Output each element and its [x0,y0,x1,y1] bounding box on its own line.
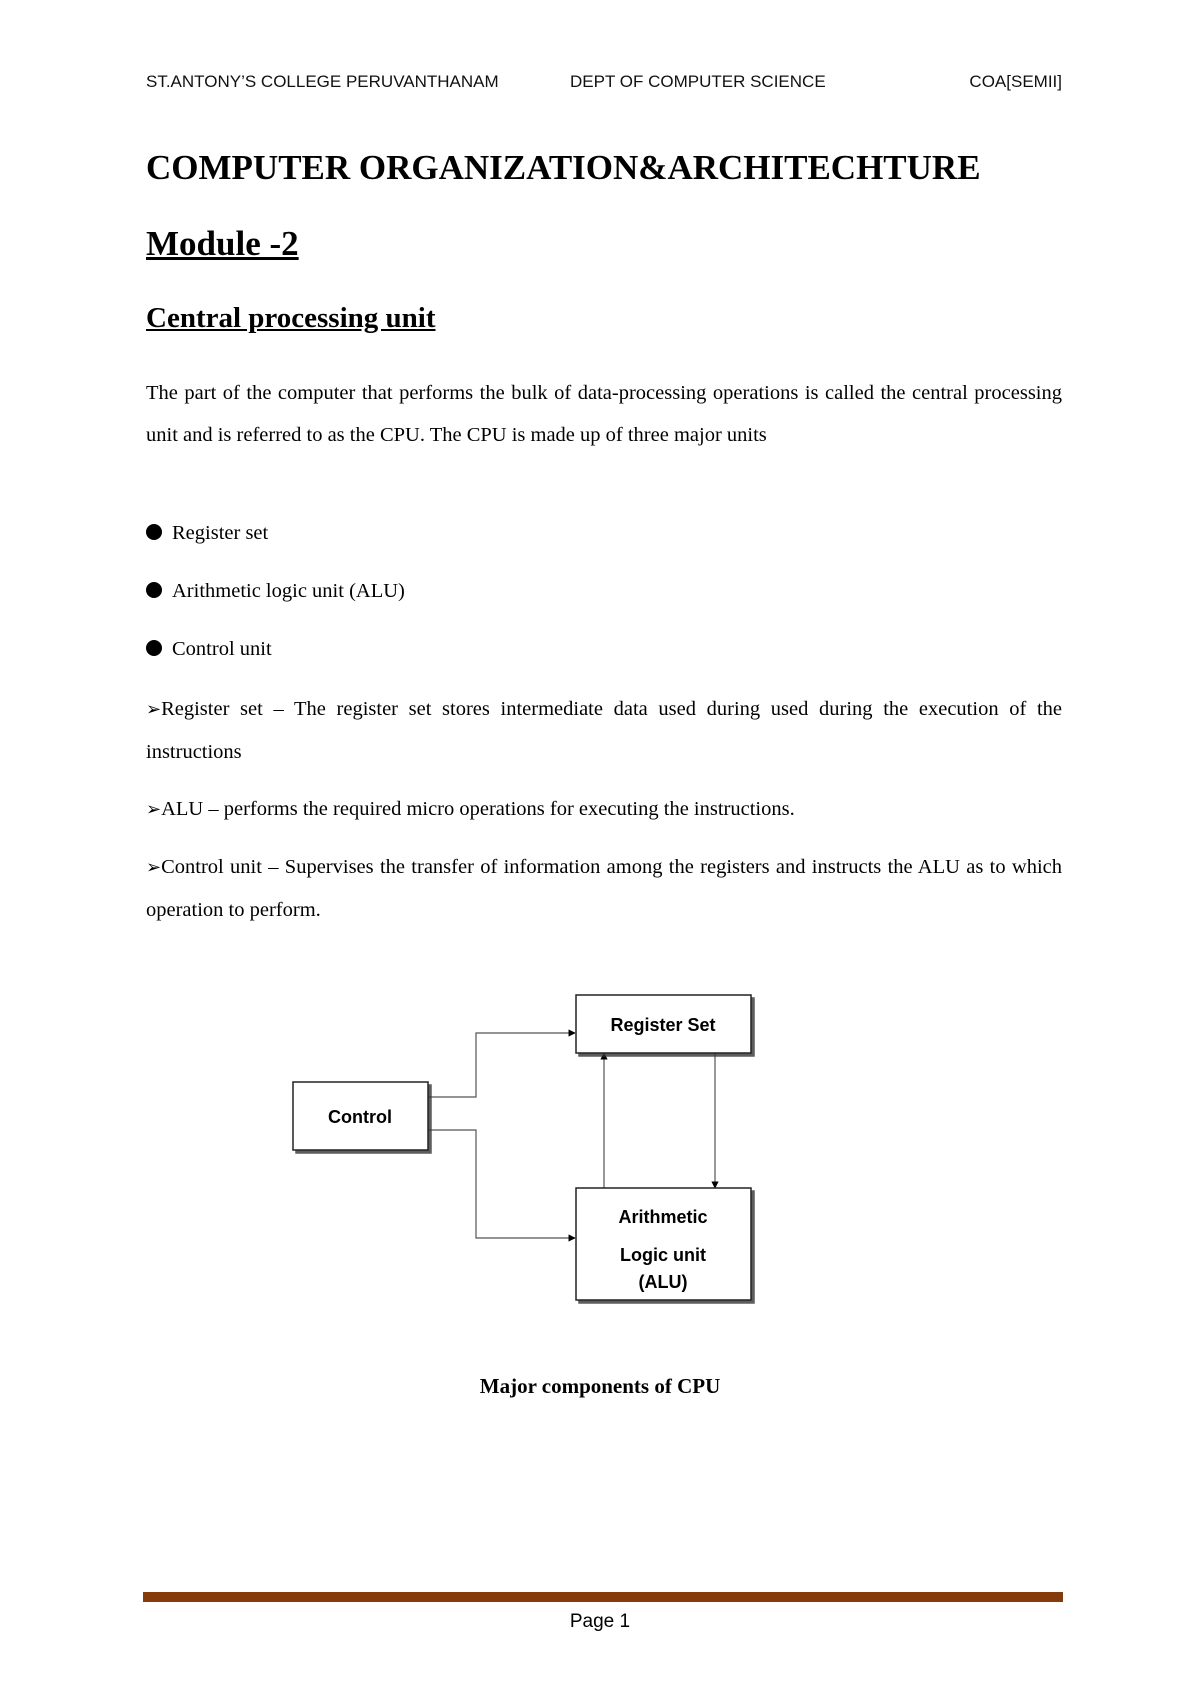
bullet-item [146,576,405,606]
arrow-bullet-icon: ➢ [146,799,162,820]
footer-divider [143,1592,1063,1602]
bullet-item [146,634,272,664]
header-department: DEPT OF COMPUTER SCIENCE [570,72,826,91]
bullet-text: Arithmetic logic unit (ALU) [172,580,405,602]
control-to-register-arrow [428,1033,575,1097]
cpu-components-diagram [280,985,780,1305]
alu-label-line: Logic unit [620,1245,706,1265]
description-alu [146,788,1062,831]
document-title: COMPUTER ORGANIZATION&ARCHITECHTURE [146,148,981,187]
section-heading: Central processing unit [146,302,436,334]
description-text: ALU – performs the required micro operations for executing the instructions. [161,798,795,820]
intro-paragraph: The part of the computer that performs the bulk of data-processing operations is called the central processing unit and is referred to as the CPU. The CPU is made up of three major units [146,382,1062,446]
control-label: Control [328,1107,392,1127]
page-header [146,72,1062,100]
page-number: Page 1 [569,1611,631,1632]
arrow-bullet-icon: ➢ [146,857,162,878]
control-to-alu-arrow [428,1130,575,1238]
bullet-text: Control unit [172,638,272,660]
alu-label-line: Arithmetic [618,1207,708,1227]
description-text: Register set – The register set stores intermediate data used during used during the execution of the instructions [146,698,1062,763]
bullet-text: Register set [172,522,269,544]
description-text: Control unit – Supervises the transfer of information among the registers and instructs the ALU as to which operation to perform. [146,856,1062,921]
figure-caption: Major components of CPU [479,1374,721,1398]
bullet-dot-icon [146,524,162,540]
description-control-unit [146,846,1062,931]
header-college: ST.ANTONY’S COLLEGE PERUVANTHANAM [146,72,499,91]
description-register-set [146,688,1062,773]
module-heading: Module -2 [146,224,299,263]
register-set-label: Register Set [610,1015,716,1035]
arrow-bullet-icon: ➢ [146,699,162,720]
alu-label-line: (ALU) [638,1272,688,1292]
bullet-dot-icon [146,582,162,598]
bullet-item [146,518,268,548]
bullet-dot-icon [146,640,162,656]
header-course: COA[SEMII] [969,72,1062,91]
